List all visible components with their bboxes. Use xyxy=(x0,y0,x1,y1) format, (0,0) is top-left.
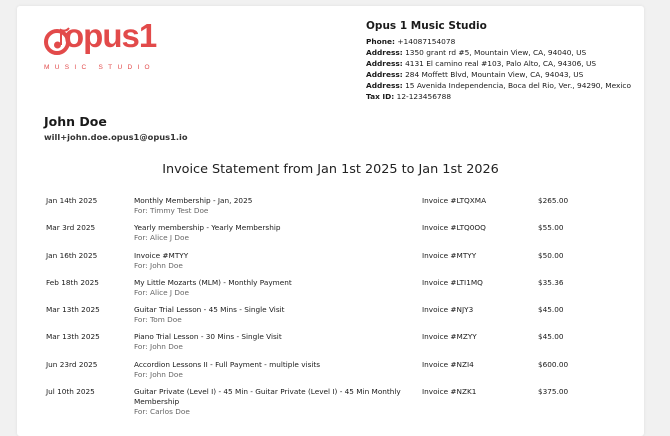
row-for: For: John Doe xyxy=(134,342,183,352)
table-row xyxy=(46,249,616,276)
table-row xyxy=(46,385,616,422)
row-amount: $35.36 xyxy=(538,277,564,287)
row-invoice: Invoice #MTYY xyxy=(422,250,477,260)
row-invoice: Invoice #NZI4 xyxy=(422,359,474,369)
row-invoice: Invoice #NZK1 xyxy=(422,387,477,397)
row-for: For: Alice J Doe xyxy=(134,233,189,243)
studio-phone: Phone: +14087154078 xyxy=(366,37,456,46)
row-description: Piano Trial Lesson - 30 Mins - Single Visit For: John Doe xyxy=(134,332,404,352)
invoice-table xyxy=(46,194,616,422)
logo-wordmark: opus1 xyxy=(64,17,157,54)
table-row xyxy=(46,276,616,303)
row-date: Jul 10th 2025 xyxy=(46,387,95,397)
row-invoice: Invoice #LTQ0OQ xyxy=(422,223,486,233)
row-for: For: Timmy Test Doe xyxy=(134,206,209,215)
row-for: For: Carlos Doe xyxy=(134,407,190,417)
row-amount: $45.00 xyxy=(538,305,564,315)
row-date: Mar 13th 2025 xyxy=(46,305,100,315)
studio-address: Address: 284 Moffett Blvd, Mountain View, CA, 94043, US xyxy=(366,70,584,79)
row-invoice: Invoice #NJY3 xyxy=(422,305,474,315)
client-info xyxy=(44,114,188,142)
opus1-logo xyxy=(44,17,157,78)
studio-address: Address: 4131 El camino real #103, Palo Alto, CA, 94306, US xyxy=(366,59,597,68)
row-amount: $50.00 xyxy=(538,250,564,260)
row-date: Jun 23rd 2025 xyxy=(46,359,98,369)
row-amount: $265.00 xyxy=(538,196,569,205)
studio-tax-id: Tax ID: 12-123456788 xyxy=(366,92,452,101)
row-invoice: Invoice #MZYY xyxy=(422,332,477,342)
row-description: Accordion Lessons II - Full Payment - multiple visits For: John Doe xyxy=(134,360,404,380)
row-for: For: John Doe xyxy=(134,260,183,270)
table-row xyxy=(46,221,616,248)
row-invoice: Invoice #LTQXMA xyxy=(422,196,487,205)
row-for: For: Tom Doe xyxy=(134,315,182,325)
statement-title: Invoice Statement from Jan 1st 2025 to Jan 1st 2026 xyxy=(162,162,499,177)
studio-info xyxy=(366,19,631,102)
table-row xyxy=(46,330,616,357)
client-name: John Doe xyxy=(44,114,107,129)
row-date: Jan 14th 2025 xyxy=(46,196,98,205)
table-row xyxy=(46,303,616,330)
table-row xyxy=(46,358,616,385)
row-description: Monthly Membership - Jan, 2025 For: Timmy Test Doe xyxy=(134,196,404,216)
statement-page xyxy=(17,6,644,436)
row-description: My Little Mozarts (MLM) - Monthly Payment For: Alice J Doe xyxy=(134,278,404,298)
row-for: For: Alice J Doe xyxy=(134,287,189,297)
client-email: will+john.doe.opus1@opus1.io xyxy=(44,132,188,142)
row-amount: $45.00 xyxy=(538,332,564,342)
row-amount: $55.00 xyxy=(538,223,564,233)
studio-name: Opus 1 Music Studio xyxy=(366,20,487,32)
row-for: For: John Doe xyxy=(134,369,183,379)
row-description: Invoice #MTYY For: John Doe xyxy=(134,251,404,271)
studio-address: Address: 1350 grant rd #5, Mountain View, CA, 94040, US xyxy=(366,48,587,57)
row-date: Feb 18th 2025 xyxy=(46,277,99,287)
row-invoice: Invoice #LTI1MQ xyxy=(422,277,483,287)
row-description: Guitar Trial Lesson - 45 Mins - Single Visit For: Tom Doe xyxy=(134,305,404,325)
logo-subtitle: MUSIC STUDIO xyxy=(44,64,155,71)
row-description: Guitar Private (Level I) - 45 Min - Guitar Private (Level I) - 45 Min Monthly Membership For: Carlos Doe xyxy=(134,387,404,417)
studio-address: Address: 15 Avenida Independencia, Boca del Rio, Ver., 94290, Mexico xyxy=(366,81,632,90)
row-amount: $600.00 xyxy=(538,359,569,369)
table-row xyxy=(46,194,616,221)
row-date: Mar 13th 2025 xyxy=(46,332,100,342)
row-amount: $375.00 xyxy=(538,387,569,397)
row-date: Jan 16th 2025 xyxy=(46,250,98,260)
row-description: Yearly membership - Yearly Membership For: Alice J Doe xyxy=(134,223,404,243)
row-date: Mar 3rd 2025 xyxy=(46,223,96,233)
